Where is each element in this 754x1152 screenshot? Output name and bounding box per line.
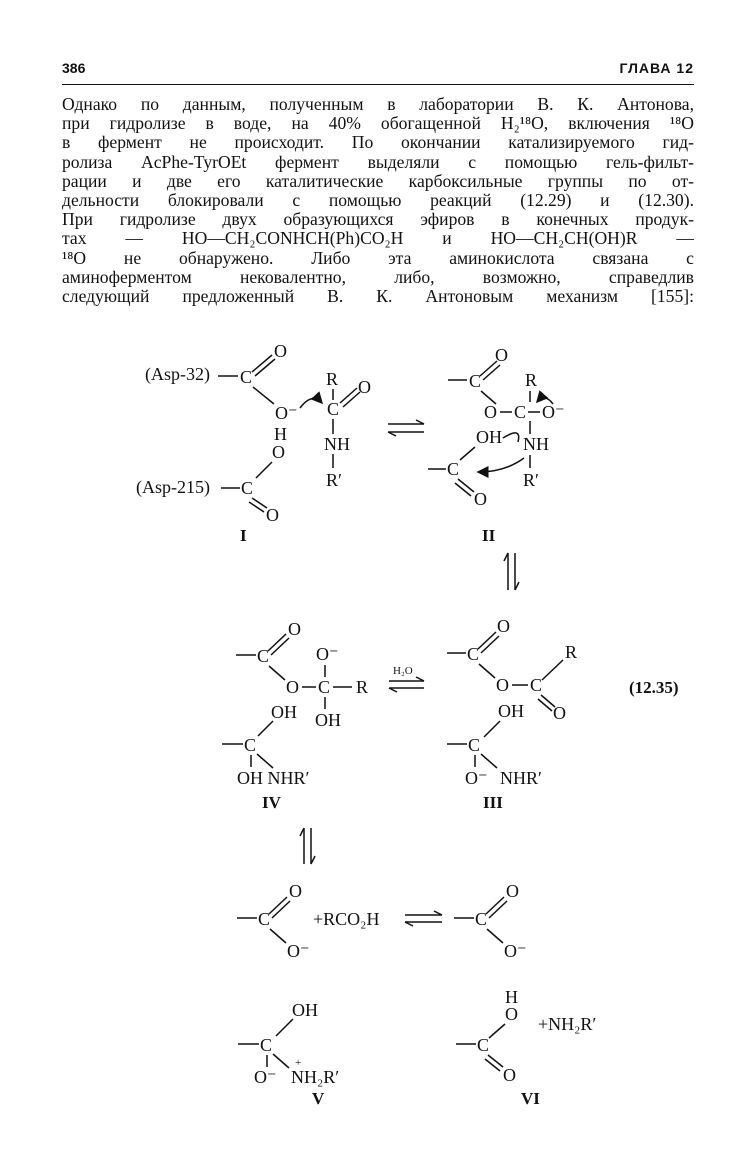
oxyanion: O⁻ [287, 941, 310, 961]
double-bond [340, 388, 357, 403]
oh-nhr-groups: OH NHR′ [237, 768, 310, 788]
oxygen: O [272, 442, 285, 462]
positive-charge: + [295, 1057, 302, 1069]
double-bond [458, 479, 474, 492]
bond [269, 666, 285, 680]
proton: H [505, 987, 518, 1007]
r-prime-group: R′ [523, 470, 539, 490]
acid-product: +RCO₂H [313, 909, 380, 929]
proton: H [274, 424, 287, 444]
page-number: 386 [62, 60, 86, 76]
oxyanion: O⁻ [254, 1067, 277, 1087]
bond [257, 754, 273, 768]
equilibrium-arrow-i-ii [388, 420, 424, 436]
bond [273, 1054, 289, 1068]
ammonium-group: NH₂R′ [291, 1067, 340, 1087]
bond [489, 1024, 505, 1038]
carbonyl-carbon: C [447, 459, 460, 479]
carbonyl-carbon: C [327, 399, 340, 419]
double-bond [249, 502, 264, 512]
text-line: следующий предложенный В. К. Антоновым механизм [155]: [62, 287, 694, 307]
asp32-label: (Asp-32) [145, 364, 210, 384]
double-bond [455, 483, 471, 496]
asp215-label: (Asp-215) [136, 477, 210, 497]
oxygen: O [474, 489, 487, 509]
oxyanion: O⁻ [316, 644, 339, 664]
oxyanion: O⁻ [504, 941, 527, 961]
equilibrium-arrow-iv-v [300, 828, 315, 864]
bond [256, 462, 272, 478]
text-line: при гидролизе в воде, на 40% обогащенной H₂¹⁸O, включения ¹⁸O [62, 114, 694, 134]
text-line: рации и две его каталитические карбоксильные группы по от- [62, 171, 694, 191]
structure-label-i: I [240, 526, 247, 545]
acyl-carbon: C [530, 675, 543, 695]
carbonyl-carbon: C [467, 644, 480, 664]
equilibrium-arrow-bottom [405, 911, 442, 926]
carbon: C [258, 909, 271, 929]
bond [253, 387, 274, 404]
structure-i [136, 341, 371, 545]
double-bond [488, 1055, 503, 1067]
oxygen: O [503, 1065, 516, 1085]
structure-vi [456, 987, 596, 1108]
bond [276, 1019, 293, 1036]
oxygen: O [266, 505, 279, 525]
ester-oxygen: O [496, 675, 509, 695]
text-line: аминоферментом нековалентно, либо, возможно, справедлив [62, 267, 694, 287]
amide-nh: NH [523, 434, 549, 454]
carbonyl-carbon: C [241, 478, 254, 498]
equation-number: (12.35) [629, 678, 679, 697]
oxygen: O [497, 616, 510, 636]
oxyanion: O⁻ [275, 403, 298, 423]
oxygen: O [506, 881, 519, 901]
double-bond [252, 498, 267, 508]
ester-oxygen: O [286, 677, 299, 697]
oxyanion: O⁻ [542, 402, 565, 422]
bond [258, 721, 273, 736]
text-line: ролиза AcPhe-TyrOEt фермент выделяли с помощью гель-фильт- [62, 152, 694, 172]
r-group: R [565, 642, 578, 662]
nhr-group: NHR′ [500, 768, 542, 788]
water-reagent: H₂O [393, 665, 413, 677]
bond [479, 664, 495, 678]
carboxylate-right [454, 881, 527, 961]
oxygen: O [288, 619, 301, 639]
carbonyl-carbon: C [257, 646, 270, 666]
r-group: R [525, 370, 538, 390]
carbon: C [260, 1035, 273, 1055]
oxyanion: O⁻ [465, 768, 488, 788]
structure-label-iv: IV [262, 793, 281, 812]
amide-nh: NH [324, 434, 350, 454]
bond [270, 929, 286, 943]
oxygen: O [358, 377, 371, 397]
structure-label-v: V [312, 1089, 325, 1108]
electron-arrow [503, 433, 519, 442]
carbonyl-carbon: C [469, 371, 482, 391]
carbon: C [244, 735, 257, 755]
oxygen: O [553, 703, 566, 723]
electron-arrow [300, 399, 322, 408]
electron-arrow [478, 458, 524, 472]
equilibrium-arrow-ii-iii [504, 553, 519, 590]
r-prime-group: R′ [326, 470, 342, 490]
structure-ii [428, 345, 565, 545]
double-bond [538, 699, 552, 711]
text-line: тах — HO—CH₂CONHCH(Ph)CO₂H и HO—CH₂CH(OH)R — [62, 229, 694, 249]
r-group: R [356, 677, 369, 697]
oxygen: O [495, 345, 508, 365]
bond [484, 721, 500, 737]
bond [542, 660, 563, 680]
text-line: в фермент не происходит. По окончании катализируемого гид- [62, 133, 694, 153]
h2o-equilibrium-arrow [389, 665, 424, 692]
amine-product: +NH₂R′ [538, 1014, 597, 1034]
oxygen: O [289, 881, 302, 901]
structure-iii [447, 616, 577, 812]
structure-label-ii: II [482, 526, 496, 545]
ester-oxygen: O [484, 402, 497, 422]
structure-label-vi: VI [521, 1089, 540, 1108]
text-line: Однако по данным, полученным в лаборатории В. К. Антонова, [62, 95, 694, 114]
double-bond [485, 1059, 500, 1071]
carbonyl-carbon: C [240, 367, 253, 387]
bond [481, 754, 497, 768]
chapter-label: ГЛАВА 12 [619, 60, 694, 76]
carbon: C [468, 735, 481, 755]
r-group: R [326, 369, 339, 389]
bond [460, 447, 475, 460]
hydroxyl: OH [476, 427, 502, 447]
structure-iv [222, 619, 368, 812]
oxygen: O [505, 1004, 518, 1024]
hydroxyl: OH [271, 702, 297, 722]
text-line: При гидролизе двух образующихся эфиров в конечных продук- [62, 210, 694, 230]
hydroxyl: OH [498, 701, 524, 721]
structure-v [238, 1000, 339, 1108]
tetrahedral-carbon: C [318, 677, 331, 697]
oxygen: O [274, 341, 287, 361]
double-bond [483, 365, 500, 380]
text-line: дельности блокировали с помощью реакций (12.29) и (12.30). [62, 191, 694, 211]
carbon: C [477, 1035, 490, 1055]
hydroxyl: OH [315, 710, 341, 730]
carbon: C [475, 909, 488, 929]
structure-label-iii: III [483, 793, 503, 812]
bond [487, 929, 503, 943]
hydroxyl: OH [292, 1000, 318, 1020]
tetrahedral-carbon: C [514, 402, 527, 422]
carboxylate-left [237, 881, 379, 961]
text-line: ¹⁸O не обнаружено. Либо эта аминокислота связана с [62, 248, 694, 268]
